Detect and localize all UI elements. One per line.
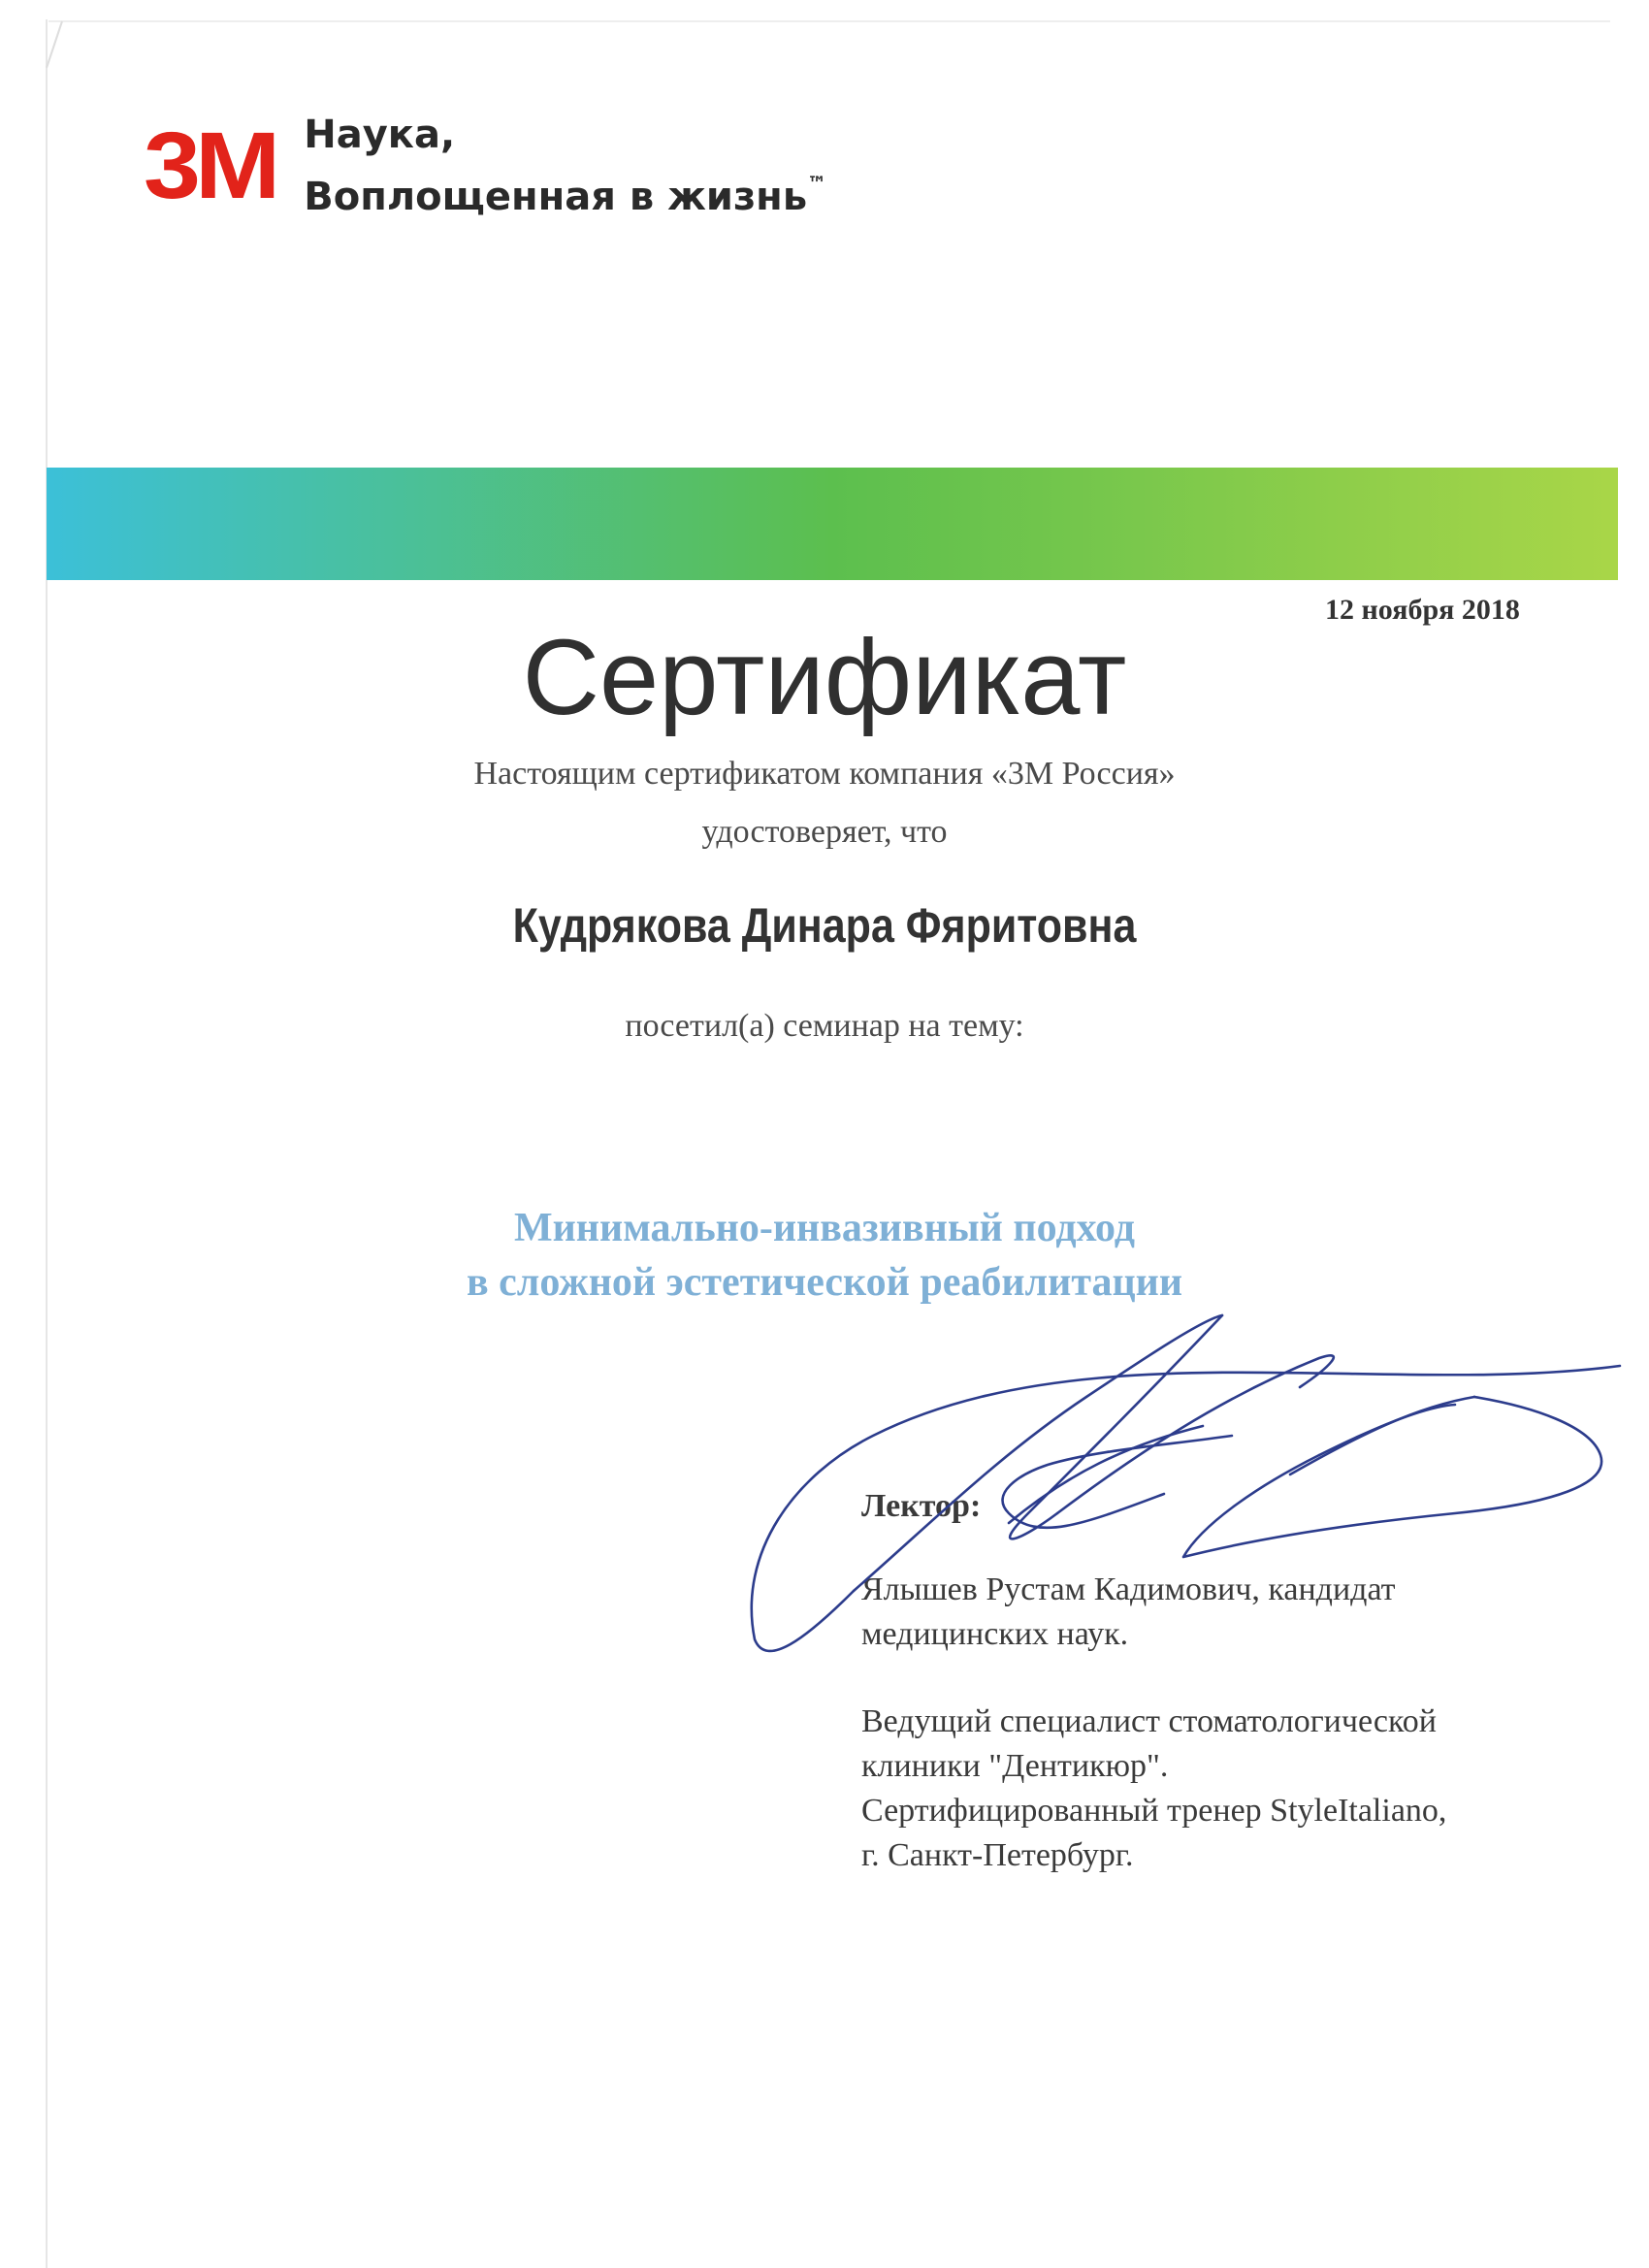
lecturer-block bbox=[861, 1484, 1579, 1921]
lecturer-name bbox=[861, 1568, 1579, 1657]
trademark-symbol: ™ bbox=[807, 172, 827, 195]
intro-line-1: Настоящим сертификатом компания «3М Россия» bbox=[473, 756, 1176, 792]
certificate-title: Сертификат bbox=[522, 618, 1127, 737]
tagline-line-1: Наука, bbox=[304, 113, 456, 157]
lecturer-position bbox=[861, 1700, 1579, 1878]
lecturer-position-line-3: Сертифицированный тренер StyleItaliano, bbox=[861, 1793, 1447, 1829]
lecturer-label: Лектор: bbox=[861, 1488, 982, 1524]
lecturer-name-line-1: Ялышев Рустам Кадимович, кандидат bbox=[861, 1571, 1396, 1607]
brand-logo bbox=[144, 113, 826, 219]
topic-line-1: Минимально-инвазивный подход bbox=[513, 1206, 1136, 1250]
gradient-stripe bbox=[47, 468, 1618, 580]
certificate-date: 12 ноября 2018 bbox=[1325, 594, 1520, 626]
intro-line-2: удостоверяет, что bbox=[701, 814, 948, 850]
3m-logo: 3M bbox=[144, 113, 275, 219]
attended-text: посетил(а) семинар на тему: bbox=[625, 1008, 1024, 1044]
tagline-line-2: Воплощенная в жизнь™ bbox=[304, 172, 827, 219]
lecturer-position-line-1: Ведущий специалист стоматологической bbox=[861, 1703, 1437, 1739]
recipient-name: Кудрякова Динара Фяритовна bbox=[512, 898, 1137, 953]
lecturer-name-line-2: медицинских наук. bbox=[861, 1616, 1129, 1652]
brand-tagline bbox=[304, 111, 826, 221]
seminar-topic bbox=[0, 1201, 1649, 1310]
lecturer-position-line-2: клиники "Дентикюр". bbox=[861, 1748, 1169, 1784]
topic-line-2: в сложной эстетической реабилитации bbox=[466, 1260, 1183, 1305]
lecturer-position-line-4: г. Санкт-Петербург. bbox=[861, 1837, 1134, 1873]
